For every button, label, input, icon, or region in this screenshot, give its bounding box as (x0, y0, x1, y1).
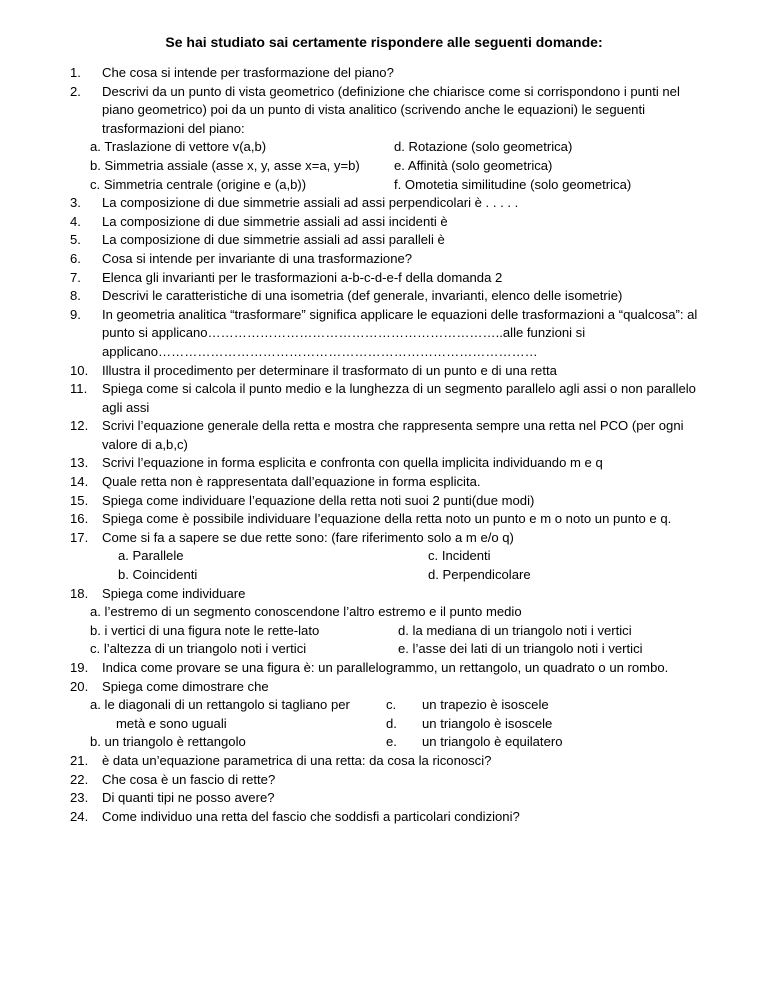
question-number: 13. (70, 455, 89, 471)
q18-subitems-row (70, 622, 710, 641)
question-number: 21. (70, 752, 89, 768)
q17-subitems-row (70, 547, 710, 566)
question-number: 16. (70, 511, 89, 527)
question-number: 15. (70, 492, 89, 508)
q20-subitems-row (70, 733, 710, 752)
question-number: 2. (70, 83, 81, 99)
question-8 (70, 287, 710, 306)
question-text: Spiega come dimostrare che (102, 678, 269, 694)
question-number: 17. (70, 529, 89, 545)
question-text: Che cosa è un fascio di rette? (102, 771, 276, 787)
question-20 (70, 678, 710, 697)
question-22 (70, 771, 710, 790)
question-text: Spiega come è possibile individuare l’equazione della retta noto un punto e m o noto un punto e q. (102, 511, 672, 527)
question-text: Descrivi da un punto di vista geometrico (definizione che chiarisce come si corrispondono i punti nel piano geometrico) poi da un punto di vista analitico (scrivendo anche le equazioni) le seguenti trasformazioni del piano: (102, 83, 680, 136)
question-text: Come si fa a sapere se due rette sono: (fare riferimento solo a m e/o q) (102, 529, 514, 545)
subitem: b. i vertici di una figura note le rette-lato (90, 622, 320, 638)
question-text: Di quanti tipi ne posso avere? (102, 790, 275, 806)
question-text: La composizione di due simmetrie assiali ad assi incidenti è (102, 213, 448, 229)
subitem-letter: e. (386, 734, 397, 750)
subitem-continuation: metà e sono uguali (116, 715, 227, 731)
question-24 (70, 808, 710, 827)
question-number: 1. (70, 65, 81, 80)
subitem: c. Incidenti (428, 548, 491, 564)
question-23 (70, 789, 710, 808)
question-text: Cosa si intende per invariante di una trasformazione? (102, 250, 413, 266)
question-number: 11. (70, 381, 88, 397)
question-text: La composizione di due simmetrie assiali ad assi perpendicolari è . . . . . (102, 195, 519, 211)
question-list (70, 64, 710, 826)
question-number: 22. (70, 771, 89, 787)
subitem-text: un triangolo è isoscele (422, 715, 553, 731)
subitem-letter: c. (386, 697, 397, 713)
question-3 (70, 194, 710, 213)
subitem: f. Omotetia similitudine (solo geometrica) (394, 176, 632, 192)
subitem: b. Coincidenti (118, 567, 198, 583)
question-10 (70, 362, 710, 381)
q2-subitems-row (70, 176, 710, 195)
question-number: 18. (70, 585, 89, 601)
subitem-letter: d. (386, 715, 397, 731)
subitem: a. Parallele (118, 548, 184, 564)
question-4 (70, 213, 710, 232)
question-text: Spiega come individuare (102, 585, 246, 601)
subitem: d. la mediana di un triangolo noti i vertici (398, 622, 632, 638)
question-text: Indica come provare se una figura è: un parallelogrammo, un rettangolo, un quadrato o un rombo. (102, 660, 669, 675)
subitem: e. l’asse dei lati di un triangolo noti i vertici (398, 641, 643, 657)
question-12 (70, 417, 710, 454)
question-13 (70, 454, 710, 473)
question-number: 24. (70, 808, 89, 824)
question-number: 7. (70, 269, 81, 285)
question-text: Spiega come si calcola il punto medio e la lunghezza di un segmento parallelo agli assi o non parallelo agli assi (102, 381, 696, 415)
question-5 (70, 231, 710, 250)
question-9 (70, 306, 710, 362)
question-text: Spiega come individuare l’equazione della retta noti suoi 2 punti(due modi) (102, 492, 535, 508)
page-title: Se hai studiato sai certamente rispondere alle seguenti domande: (165, 34, 603, 50)
question-text: Scrivi l’equazione in forma esplicita e confronta con quella implicita individuando m e q (102, 455, 603, 471)
q20-subitems-row (70, 696, 710, 715)
subitem-text: un triangolo è equilatero (422, 734, 563, 750)
question-text: Elenca gli invarianti per le trasformazioni a-b-c-d-e-f della domanda 2 (102, 269, 503, 285)
question-21 (70, 752, 710, 771)
subitem: a. Traslazione di vettore v(a,b) (90, 139, 267, 155)
question-7 (70, 269, 710, 288)
question-text: La composizione di due simmetrie assiali ad assi paralleli è (102, 232, 445, 248)
question-number: 4. (70, 213, 81, 229)
question-15 (70, 492, 710, 511)
subitem (386, 715, 710, 734)
question-16 (70, 510, 710, 529)
question-number: 12. (70, 418, 89, 434)
subitem-text: un trapezio è isoscele (422, 697, 549, 713)
question-text: Che cosa si intende per trasformazione del piano? (102, 65, 394, 80)
subitem (386, 733, 710, 752)
question-number: 6. (70, 250, 81, 266)
question-17 (70, 529, 710, 548)
question-number: 14. (70, 474, 89, 490)
question-number: 3. (70, 195, 81, 211)
question-11 (70, 380, 710, 417)
q2-subitems-row (70, 138, 710, 157)
question-number: 10. (70, 362, 89, 378)
q20-subitems-row (70, 715, 710, 734)
question-number: 9. (70, 306, 81, 322)
q18-subitems-row (70, 640, 710, 659)
question-text: In geometria analitica “trasformare” significa applicare le equazioni delle trasformazioni a “qualcosa”: al punto si applicano…………………………………………………………..alle funzioni si applicano…………………………………………………………………………… (102, 306, 698, 359)
question-number: 5. (70, 232, 81, 248)
subitem: e. Affinità (solo geometrica) (394, 157, 553, 173)
question-number: 19. (70, 660, 89, 675)
subitem: c. Simmetria centrale (origine e (a,b)) (90, 176, 307, 192)
q17-subitems-row (70, 566, 710, 585)
question-text: Quale retta non è rappresentata dall’equazione in forma esplicita. (102, 474, 481, 490)
subitem: c. l’altezza di un triangolo noti i vertici (90, 641, 307, 657)
subitem: a. le diagonali di un rettangolo si tagliano per (90, 697, 350, 713)
subitem: a. l’estremo di un segmento conoscendone l’altro estremo e il punto medio (90, 604, 522, 620)
question-6 (70, 250, 710, 269)
q2-subitems-row (70, 157, 710, 176)
question-text: Illustra il procedimento per determinare il trasformato di un punto e di una retta (102, 362, 557, 378)
question-18 (70, 585, 710, 604)
question-number: 8. (70, 288, 81, 304)
question-text: è data un’equazione parametrica di una retta: da cosa la riconosci? (102, 752, 492, 768)
question-1 (70, 64, 710, 83)
question-text: Descrivi le caratteristiche di una isometria (def generale, invarianti, elenco delle isometrie) (102, 288, 623, 304)
subitem: d. Rotazione (solo geometrica) (394, 139, 573, 155)
question-14 (70, 473, 710, 492)
question-19 (70, 659, 710, 678)
subitem: d. Perpendicolare (428, 567, 531, 583)
question-number: 20. (70, 678, 89, 694)
subitem (386, 696, 710, 715)
question-2 (70, 83, 710, 139)
question-text: Scrivi l’equazione generale della retta e mostra che rappresenta sempre una retta nel PCO (per ogni valore di a,b,c) (102, 418, 684, 452)
subitem: b. Simmetria assiale (asse x, y, asse x=a, y=b) (90, 157, 360, 173)
question-number: 23. (70, 790, 89, 806)
question-text: Come individuo una retta del fascio che soddisfi a particolari condizioni? (102, 808, 520, 824)
subitem: b. un triangolo è rettangolo (90, 734, 246, 750)
